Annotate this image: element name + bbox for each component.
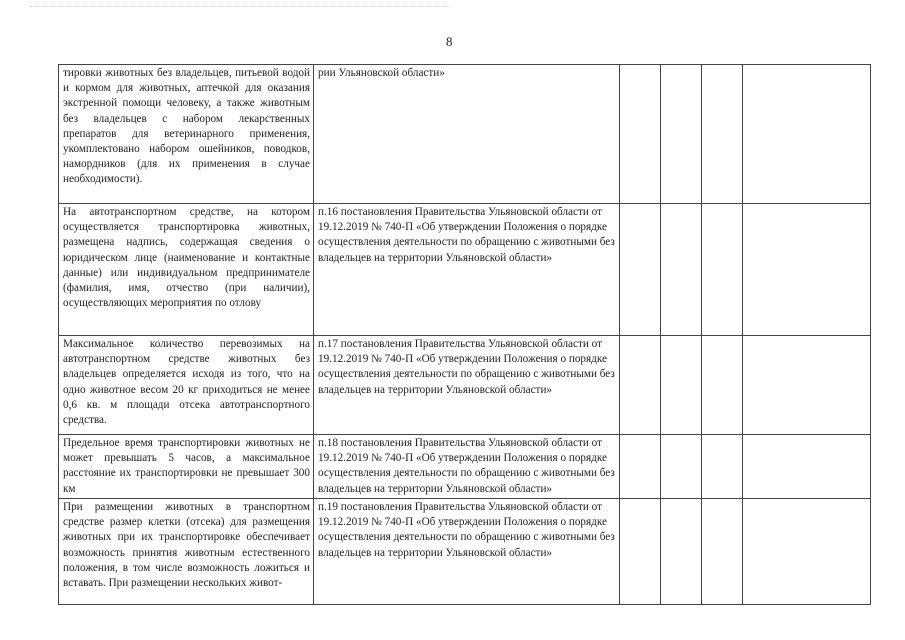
requirement-text: На автотранспортном средстве, на котором осуществляется транспортировка животных, размещена надпись, содержащая сведения о юридическом лице (наименование и контактные данные) или индивидуальном предпринимателе (фамилия, имя, отчество (при наличии), осуществляющих мероприятия по отлову [63, 206, 310, 310]
empty-cell [743, 204, 871, 336]
reference-cell [314, 336, 620, 435]
empty-cell [661, 435, 702, 499]
requirements-table [58, 64, 871, 605]
empty-cell [620, 435, 661, 499]
requirement-cell [59, 336, 314, 435]
table-row [59, 499, 871, 605]
reference-text: п.17 постановления Правительства Ульяновской области от 19.12.2019 № 740-П «Об утверждении Положения о порядке осуществления деятельности по обращению с животными без владельцев на территории Ульяновской области» [318, 338, 615, 396]
empty-cell [702, 204, 743, 336]
table-row [59, 204, 871, 336]
reference-cell [314, 204, 620, 336]
reference-text: рии Ульяновской области» [318, 67, 445, 79]
reference-text: п.16 постановления Правительства Ульяновской области от 19.12.2019 № 740-П «Об утверждении Положения о порядке осуществления деятельности по обращению с животными без владельцев на территории Ульяновской области» [318, 206, 615, 264]
reference-text: п.18 постановления Правительства Ульяновской области от 19.12.2019 № 740-П «Об утверждении Положения о порядке осуществления деятельности по обращению с животными без владельцев на территории Ульяновской области» [318, 437, 615, 495]
empty-cell [702, 336, 743, 435]
empty-cell [661, 336, 702, 435]
empty-cell [702, 499, 743, 605]
empty-cell [743, 499, 871, 605]
empty-cell [743, 435, 871, 499]
empty-cell [620, 499, 661, 605]
reference-cell [314, 435, 620, 499]
reference-cell [314, 499, 620, 605]
table-row [59, 435, 871, 499]
empty-cell [661, 499, 702, 605]
reference-text: п.19 постановления Правительства Ульяновской области от 19.12.2019 № 740-П «Об утверждении Положения о порядке осуществления деятельности по обращению с животными без владельцев на территории Ульяновской области» [318, 501, 615, 559]
table-row [59, 65, 871, 204]
empty-cell [743, 336, 871, 435]
requirement-text: Максимальное количество перевозимых на автотранспортном средстве животных без владельцев определяется исходя из того, что на одно животное весом 20 кг приходиться не менее 0,6 кв. м площади отсека автотранспортного средства. [63, 338, 310, 427]
requirement-cell [59, 65, 314, 204]
table-row [59, 336, 871, 435]
requirement-text: Предельное время транспортировки животных не может превышать 5 часов, а максимальное расстояние их транспортировки не превышает 300 км [63, 437, 310, 495]
reference-cell [314, 65, 620, 204]
empty-cell [661, 65, 702, 204]
requirement-cell [59, 435, 314, 499]
scan-header-artifact [30, 6, 450, 9]
requirement-cell [59, 499, 314, 605]
empty-cell [620, 65, 661, 204]
page-number: 8 [446, 34, 453, 49]
requirement-text: При размещении животных в транспортном средстве размер клетки (отсека) для размещения животных при их транспортировке обеспечивает возможность принятия животным естественного положения, в том числе возможность ложиться и вставать. При размещении нескольких живот- [63, 501, 310, 590]
empty-cell [702, 435, 743, 499]
empty-cell [661, 204, 702, 336]
empty-cell [743, 65, 871, 204]
requirement-text: тировки животных без владельцев, питьевой водой и кормом для животных, аптечкой для оказания экстренной помощи человеку, а также животным без владельцев с набором лекарственных препаратов для ветеринарного применения, укомплектовано набором ошейников, поводков, намордников (для их применения в случае необходимости). [63, 67, 310, 186]
requirement-cell [59, 204, 314, 336]
empty-cell [702, 65, 743, 204]
empty-cell [620, 336, 661, 435]
empty-cell [620, 204, 661, 336]
